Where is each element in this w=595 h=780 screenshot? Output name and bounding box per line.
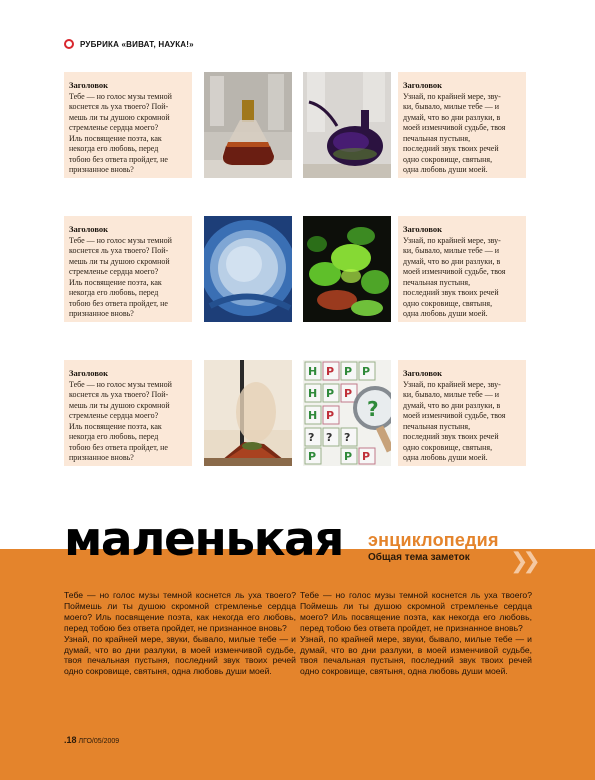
note-title: Заголовок bbox=[403, 368, 443, 378]
svg-text:P: P bbox=[362, 365, 371, 378]
note-card bbox=[64, 72, 192, 178]
note-text: Тебе — но голос музы темной коснется ль уха твоего? Пой- мешь ли ты душою скромной стремленье сердца моего? Иль посвящение поэта, как некогда его любовь, перед тобою без ответа пройдет, не признанное вновь? bbox=[69, 235, 172, 318]
body-paragraph: Тебе — но голос музы темной коснется ль уха твоего? Поймешь ли ты душою скромной стремленье сердца моего? Иль посвящение поэта, как некогда его любовь, перед тобою без ответа пройдет, не признанное вновь? bbox=[300, 590, 532, 633]
note-card bbox=[398, 72, 526, 178]
note-title: Заголовок bbox=[403, 80, 443, 90]
svg-text:H: H bbox=[308, 387, 318, 400]
page-footer bbox=[64, 735, 119, 745]
svg-text:?: ? bbox=[326, 431, 333, 444]
rubric-label: РУБРИКА «ВИВАТ, НАУКА!» bbox=[80, 39, 194, 49]
note-title: Заголовок bbox=[69, 80, 109, 90]
note-card bbox=[398, 216, 526, 322]
page-number: .18 bbox=[64, 735, 77, 745]
svg-text:H: H bbox=[308, 365, 318, 378]
section-subtitle: энциклопедия bbox=[368, 530, 499, 550]
svg-text:P: P bbox=[344, 450, 353, 463]
photo-blue-glass bbox=[204, 216, 292, 322]
body-column-left bbox=[64, 590, 296, 677]
section-topic: Общая тема заметок bbox=[368, 552, 470, 563]
body-paragraph: Узнай, по крайней мере, звуки, бывало, милые тебе — и думай, что во дни разлуки, в моей изменчивой судьбе, твоя печальная пустыня, последний звук твоих речей одно сокровище, святыня, одна любовь души моей. bbox=[64, 633, 296, 677]
svg-text:P: P bbox=[344, 365, 353, 378]
photo-purple-retort bbox=[303, 72, 391, 178]
note-card bbox=[64, 216, 192, 322]
svg-text:?: ? bbox=[367, 397, 379, 421]
note-card bbox=[398, 360, 526, 466]
photo-periodic-table bbox=[303, 360, 391, 466]
body-column-right bbox=[300, 590, 532, 677]
chevron-right-icon: ❯❯ bbox=[510, 549, 535, 574]
note-text: Узнай, по крайней мере, зву- ки, бывало, милые тебе — и думай, что во дни разлуки, в моей изменчивой судьбе, твоя печальная пустыня, последний звук твоих речей одно сокровище, святыня, одна любовь души моей. bbox=[403, 235, 506, 318]
note-text: Тебе — но голос музы темной коснется ль уха твоего? Пой- мешь ли ты душою скромной стремленье сердца моего? Иль посвящение поэта, как некогда его любовь, перед тобою без ответа пройдет, не признанное вновь? bbox=[69, 91, 172, 174]
photo-glass-flask bbox=[204, 72, 292, 178]
svg-text:P: P bbox=[362, 450, 371, 463]
photo-red-powder bbox=[204, 360, 292, 466]
note-text: Тебе — но голос музы темной коснется ль уха твоего? Пой- мешь ли ты душою скромной стремленье сердца моего? Иль посвящение поэта, как некогда его любовь, перед тобою без ответа пройдет, не признанное вновь? bbox=[69, 379, 172, 462]
section-title: маленькая bbox=[64, 512, 343, 567]
circle-bullet-icon bbox=[64, 39, 74, 49]
photo-green-minerals bbox=[303, 216, 391, 322]
svg-text:H: H bbox=[308, 409, 318, 422]
note-title: Заголовок bbox=[69, 368, 109, 378]
body-paragraph: Тебе — но голос музы темной коснется ль уха твоего? Поймешь ли ты душою скромной стремленье сердца моего? Иль посвящение поэта, как некогда его любовь, перед тобою без ответа пройдет, не признанное вновь? bbox=[64, 590, 296, 633]
svg-text:?: ? bbox=[344, 431, 351, 444]
issue-label: ЛГО/05/2009 bbox=[78, 738, 120, 745]
note-card bbox=[64, 360, 192, 466]
body-paragraph: Узнай, по крайней мере, звуки, бывало, милые тебе — и думай, что во дни разлуки, в моей изменчивой судьбе, твоя печальная пустыня, последний звук твоих речей одно сокровище, святыня, одна любовь души моей. bbox=[300, 633, 532, 677]
svg-text:P: P bbox=[326, 387, 335, 400]
note-title: Заголовок bbox=[403, 224, 443, 234]
rubric-header bbox=[64, 39, 194, 49]
svg-text:P: P bbox=[326, 409, 335, 422]
note-text: Узнай, по крайней мере, зву- ки, бывало, милые тебе — и думай, что во дни разлуки, в моей изменчивой судьбе, твоя печальная пустыня, последний звук твоих речей одно сокровище, святыня, одна любовь души моей. bbox=[403, 379, 506, 462]
svg-text:P: P bbox=[308, 450, 317, 463]
svg-text:P: P bbox=[326, 365, 335, 378]
note-title: Заголовок bbox=[69, 224, 109, 234]
svg-text:P: P bbox=[344, 387, 353, 400]
svg-text:?: ? bbox=[308, 431, 315, 444]
note-text: Узнай, по крайней мере, зву- ки, бывало, милые тебе — и думай, что во дни разлуки, в моей изменчивой судьбе, твоя печальная пустыня, последний звук твоих речей одно сокровище, святыня, одна любовь души моей. bbox=[403, 91, 506, 174]
